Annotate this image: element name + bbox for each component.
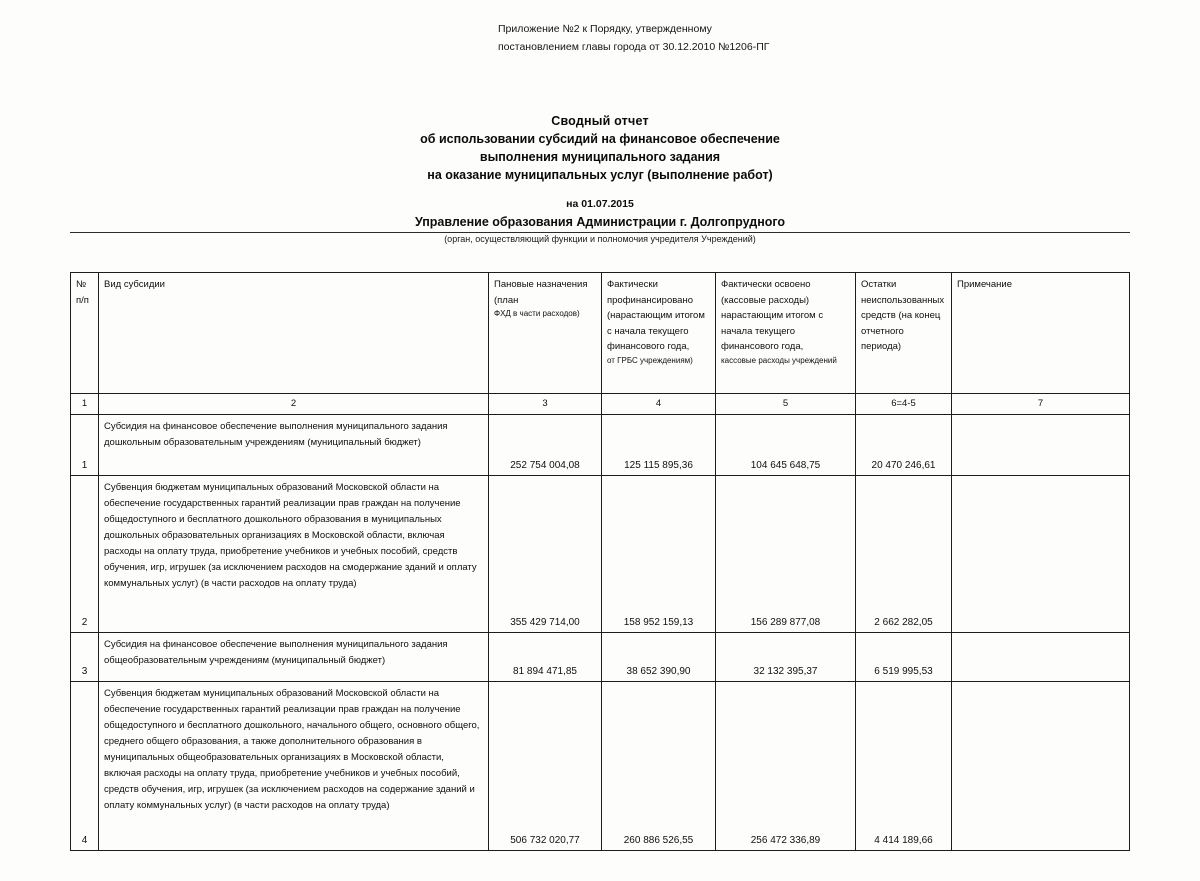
row-fact-value: 125 115 895,36 (602, 414, 716, 475)
table-column-number-row (71, 394, 1130, 415)
row-ostatki-value: 4 414 189,66 (856, 681, 952, 850)
colnum-2: 2 (99, 394, 489, 415)
row-ostatki-value: 6 519 995,53 (856, 632, 952, 681)
row-note-value (952, 414, 1130, 475)
table-row (71, 681, 1130, 850)
table-row (71, 475, 1130, 632)
row-osvoeno-value: 156 289 877,08 (716, 475, 856, 632)
row-number: 3 (71, 632, 99, 681)
title-line-1: Сводный отчет (551, 114, 649, 128)
header-plan (489, 273, 602, 394)
header-osvoeno-sub: кассовые расходы учреждений (721, 355, 837, 365)
row-fact-value: 158 952 159,13 (602, 475, 716, 632)
row-osvoeno-value: 256 472 336,89 (716, 681, 856, 850)
row-plan-value: 81 894 471,85 (489, 632, 602, 681)
row-fact-value: 260 886 526,55 (602, 681, 716, 850)
header-fact-main: Фактически профинансировано (нарастающим итогом с начала текущего финансового года, (607, 279, 705, 352)
header-osvoeno-main: Фактически освоено (кассовые расходы) нарастающим итогом с начала текущего финансового года, (721, 279, 824, 352)
table-header-row (71, 273, 1130, 394)
header-approval-note (498, 20, 998, 56)
title-line-4: на оказание муниципальных услуг (выполнение работ) (427, 168, 773, 182)
row-ostatki-value: 2 662 282,05 (856, 475, 952, 632)
header-note-line-1: Приложение №2 к Порядку, утвержденному (498, 23, 712, 35)
header-plan-sub: ФХД в части расходов) (494, 309, 580, 318)
colnum-5: 5 (716, 394, 856, 415)
title-line-3: выполнения муниципального задания (479, 150, 721, 164)
row-note-value (952, 632, 1130, 681)
row-note-value (952, 475, 1130, 632)
header-plan-main: Пановые назначения (план (494, 279, 588, 306)
row-number: 4 (71, 681, 99, 850)
colnum-1: 1 (71, 394, 99, 415)
row-subsidy-kind: Субвенция бюджетам муниципальных образований Московской области на обеспечение государственных гарантий реализации прав граждан на получение общедоступного и бесплатного дошкольного, начального общего, основного общего, среднего общего образования, а также дополнительного образования в муниципальных общеобразовательных организациях в Московской области, включая расходы на оплату труда, приобретение учебников и учебных пособий, средств обучения, игр, игрушек (за исключением расходов на содержание зданий и оплату коммунальных услуг) (в части расходов на оплату труда) (99, 681, 489, 850)
row-plan-value: 252 754 004,08 (489, 414, 602, 475)
report-date: на 01.07.2015 (566, 198, 634, 210)
title-line-2: об использовании субсидий на финансовое обеспечение (420, 132, 780, 146)
row-osvoeno-value: 32 132 395,37 (716, 632, 856, 681)
document-title (0, 112, 1200, 184)
organization-name: Управление образования Администрации г. Долгопрудного (414, 215, 786, 229)
colnum-3: 3 (489, 394, 602, 415)
header-fact-sub: от ГРБС учреждениям) (607, 355, 693, 365)
subsidy-report-table (70, 272, 1130, 851)
organization-rule (70, 232, 1130, 233)
header-osvoeno (716, 273, 856, 394)
colnum-4: 4 (602, 394, 716, 415)
header-note: Примечание (952, 273, 1130, 394)
header-np: № п/п (71, 273, 99, 394)
row-note-value (952, 681, 1130, 850)
header-fact (602, 273, 716, 394)
header-note-line-2: постановлением главы города от 30.12.2010 №1206-ПГ (498, 41, 770, 53)
row-number: 1 (71, 414, 99, 475)
row-ostatki-value: 20 470 246,61 (856, 414, 952, 475)
row-fact-value: 38 652 390,90 (602, 632, 716, 681)
row-plan-value: 506 732 020,77 (489, 681, 602, 850)
row-plan-value: 355 429 714,00 (489, 475, 602, 632)
table-row (71, 632, 1130, 681)
header-kind: Вид субсидии (99, 273, 489, 394)
header-ostatki: Остатки неиспользованных средств (на конец отчетного периода) (856, 273, 952, 394)
colnum-6: 6=4-5 (856, 394, 952, 415)
row-subsidy-kind: Субсидия на финансовое обеспечение выполнения муниципального задания общеобразовательным учреждениям (муниципальный бюджет) (99, 632, 489, 681)
organization-caption: (орган, осуществляющий функции и полномочия учредителя Учреждений) (444, 234, 756, 244)
row-subsidy-kind: Субвенция бюджетам муниципальных образований Московской области на обеспечение государственных гарантий реализации прав граждан на получение общедоступного и бесплатного дошкольного образования в муниципальных дошкольных образовательных организациях в Московской области, включая расходы на оплату труда, приобретение учебников и учебных пособий, средств обучения, игр, игрушек (за исключением расходов на смодержание зданий и оплату коммунальных услуг) (в части расходов на оплату труда) (99, 475, 489, 632)
row-number: 2 (71, 475, 99, 632)
colnum-7: 7 (952, 394, 1130, 415)
row-osvoeno-value: 104 645 648,75 (716, 414, 856, 475)
row-subsidy-kind: Субсидия на финансовое обеспечение выполнения муниципального задания дошкольным образовательным учреждениям (муниципальный бюджет) (99, 414, 489, 475)
table-row (71, 414, 1130, 475)
